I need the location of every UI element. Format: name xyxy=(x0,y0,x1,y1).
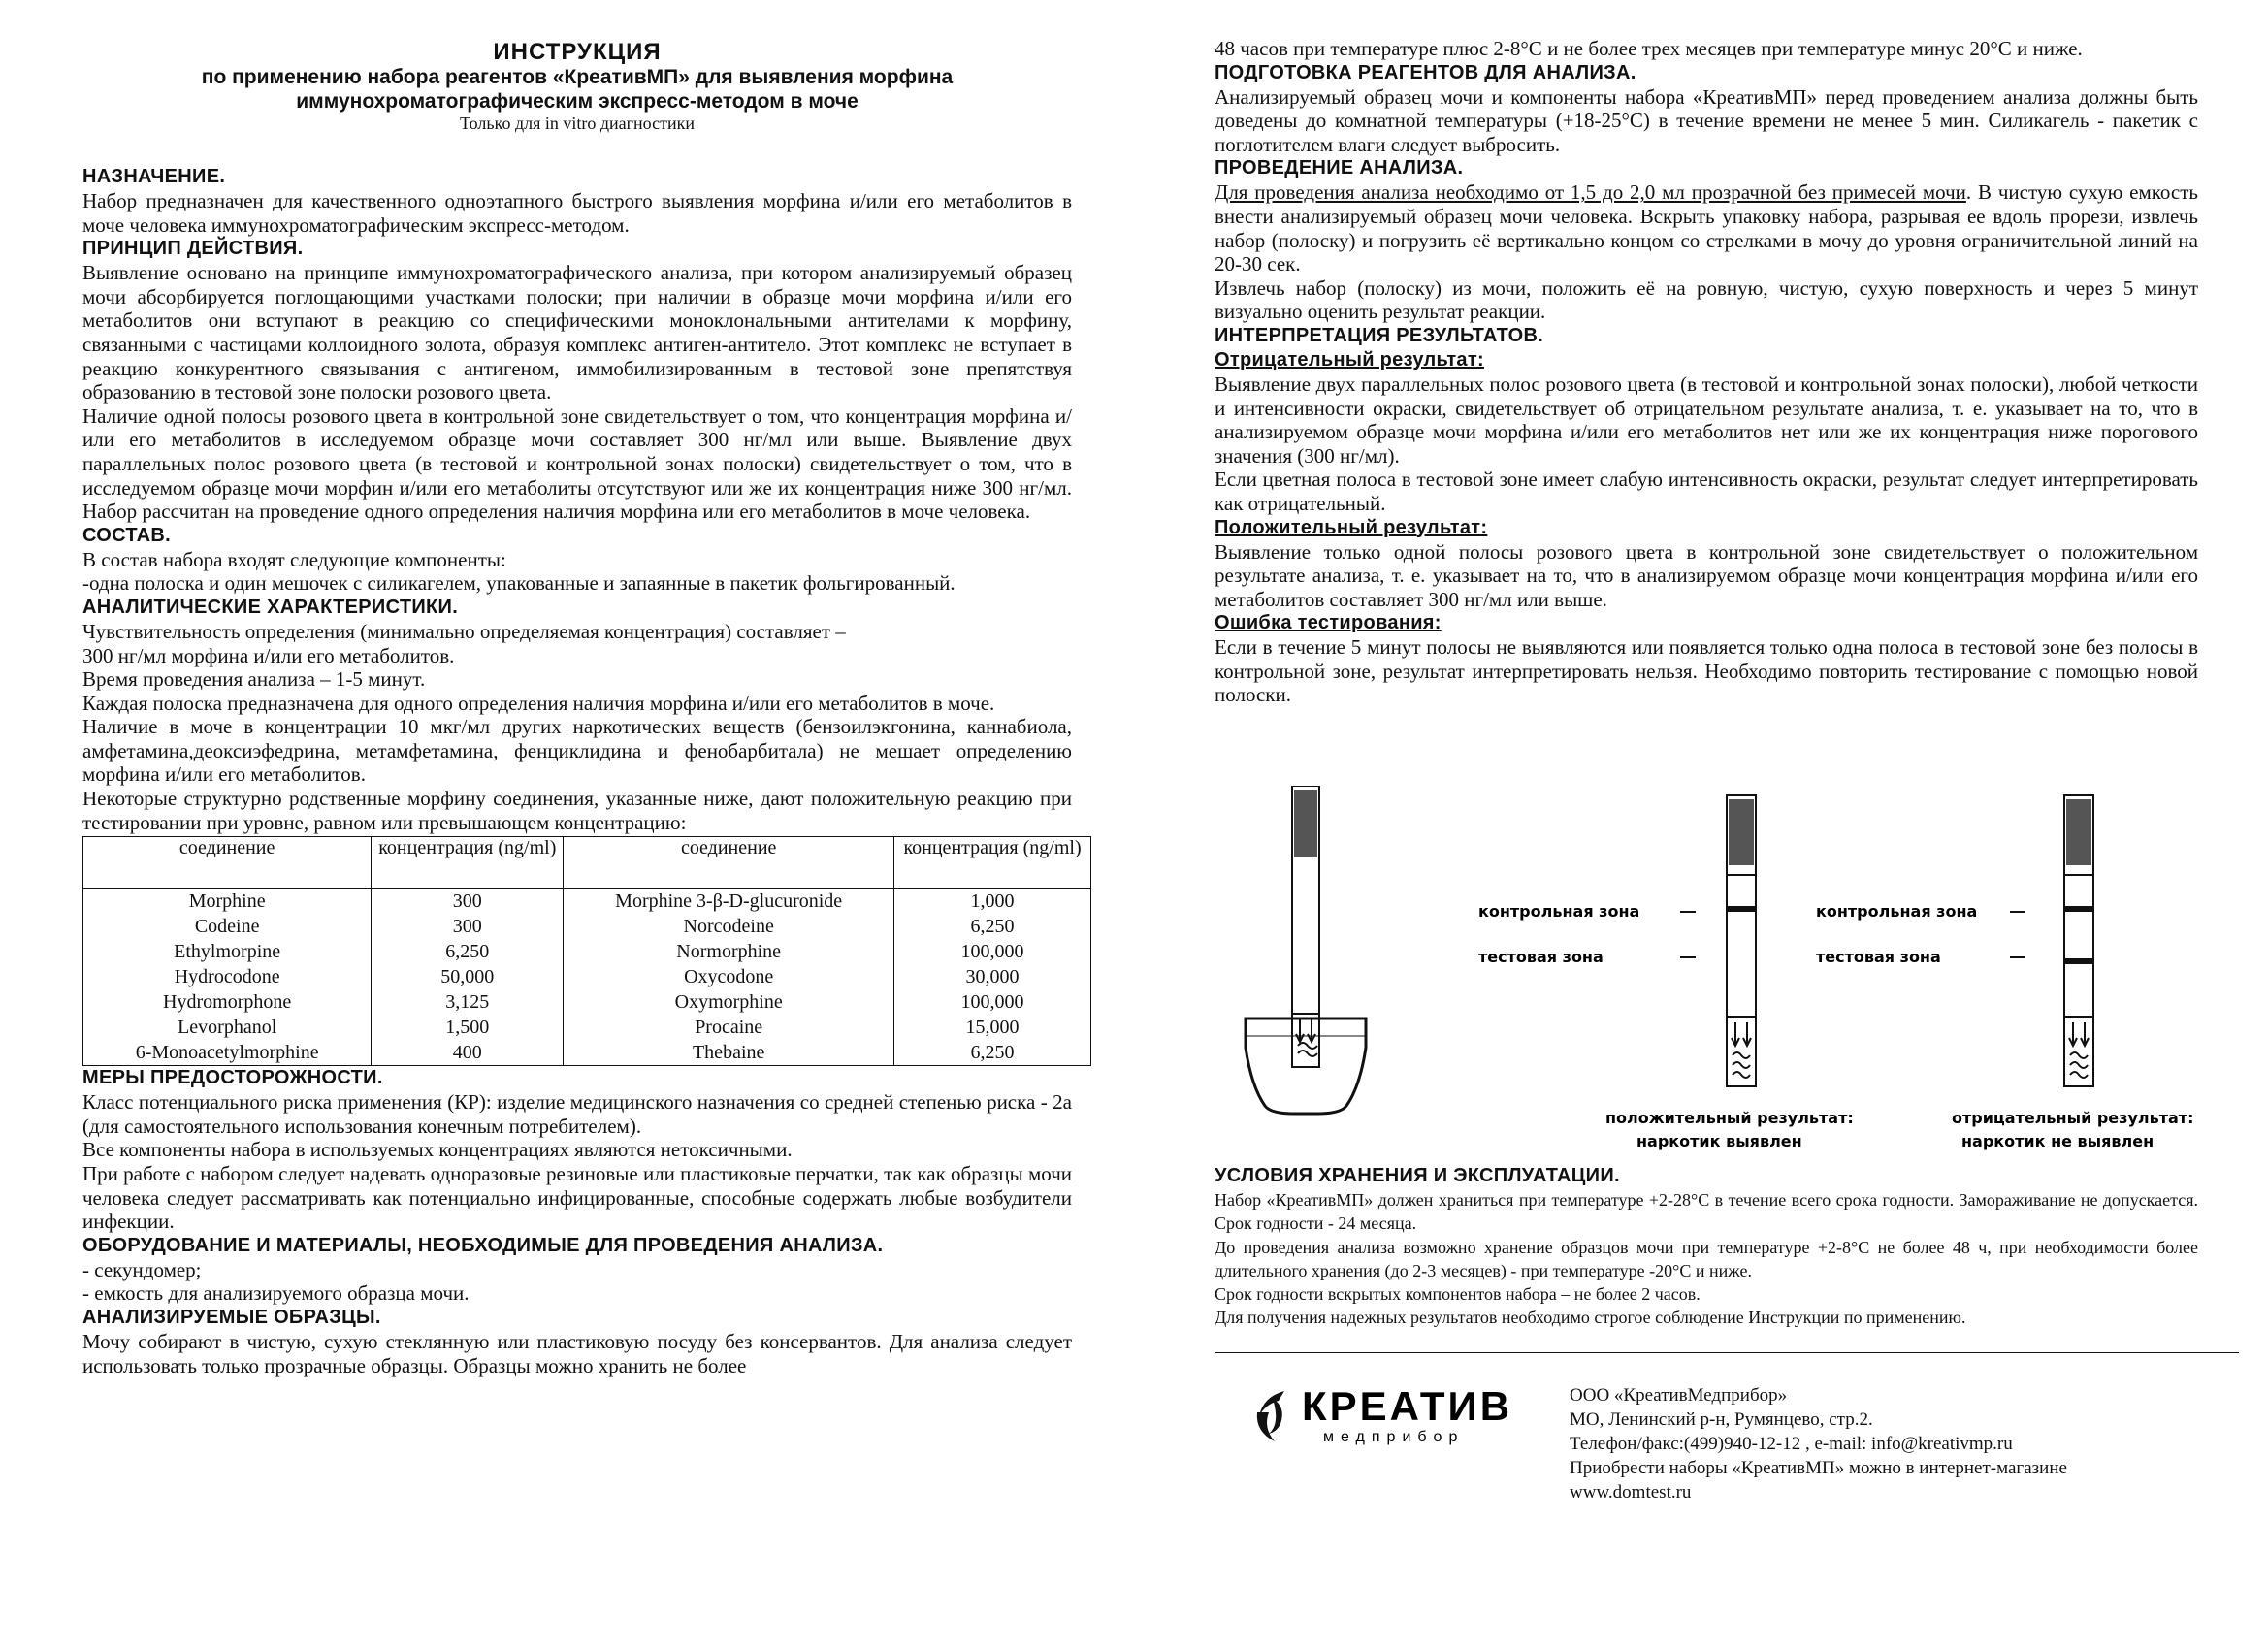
samples-heading: АНАЛИЗИРУЕМЫЕ ОБРАЗЦЫ. xyxy=(82,1307,381,1328)
table-cell: 6-Monoacetylmorphine xyxy=(83,1040,372,1066)
storage-text-4: Для получения надежных результатов необходимо строгое соблюдение Инструкции по применению. xyxy=(1215,1308,1966,1328)
table-cell: Ethylmorpine xyxy=(83,939,372,964)
precautions-text-3: При работе с набором следует надевать одноразовые резиновые или пластиковые перчатки, так как образцы мочи человека следует рассматривать как потенциально инфицированные, способные содержать любые возбудители инфекции. xyxy=(82,1162,1072,1234)
table-cell: 100,000 xyxy=(894,939,1091,964)
left-column xyxy=(82,165,1082,1377)
company-contacts: Телефон/факс:(499)940-12-12 , e-mail: info@kreativmp.ru xyxy=(1570,1434,2013,1454)
control-zone-label-right: контрольная зона xyxy=(1816,902,1978,921)
negative-result-text-2: Если цветная полоса в тестовой зоне имеет слабую интенсивность окраски, результат следует интерпретировать как отрицательный. xyxy=(1215,468,2198,515)
table-header-cell: соединение xyxy=(564,837,894,889)
dipped-strip-illustration xyxy=(1246,786,1366,1114)
control-zone-label: контрольная зона xyxy=(1478,902,1640,921)
testing-error-text: Если в течение 5 минут полосы не выявляются или появляется только одна полоса в тестовой зоне без полосы в контрольной зоне, результат интерпретировать нельзя. Необходимо повторить тестирование с помощью новой полоски. xyxy=(1215,635,2198,707)
analytic-text-1: Чувствительность определения (минимально определяемая концентрация) составляет – xyxy=(82,619,846,643)
table-row xyxy=(83,964,1091,989)
samples-text-continued: 48 часов при температуре плюс 2-8°С и не более трех месяцев при температуре минус 20°С и ниже. xyxy=(1215,37,2083,60)
preparation-heading: ПОДГОТОВКА РЕАГЕНТОВ ДЛЯ АНАЛИЗА. xyxy=(1215,61,1636,83)
analytic-text-4: Каждая полоска предназначена для одного определения наличия морфина и/или его метаболитов в моче. xyxy=(82,691,995,715)
table-cell: Morphine 3-β-D-glucuronide xyxy=(564,889,894,915)
analytic-heading: АНАЛИТИЧЕСКИЕ ХАРАКТЕРИСТИКИ. xyxy=(82,596,459,618)
procedure-text-2: Извлечь набор (полоску) из мочи, положить её на ровную, чистую, сухую поверхность и через 5 минут визуально оценить результат реакции. xyxy=(1215,275,2198,324)
kreativ-logo xyxy=(1244,1374,1535,1451)
table-cell: 15,000 xyxy=(894,1015,1091,1040)
table-cell: Hydrocodone xyxy=(83,964,372,989)
storage-heading: УСЛОВИЯ ХРАНЕНИЯ И ЭКСПЛУАТАЦИИ. xyxy=(1215,1165,1620,1186)
test-zone-label-right: тестовая зона xyxy=(1816,948,1941,966)
precautions-text-1: Класс потенциального риска применения (КР): изделие медицинского назначения со средней степенью риска - 2а (для самостоятельного использования конечным потребителем). xyxy=(82,1090,1072,1138)
company-info xyxy=(1570,1383,2229,1504)
preparation-text: Анализируемый образец мочи и компоненты набора «КреативМП» перед проведением анализа должны быть доведены до комнатной температуры (+18-25°С) в течение времени не менее 5 мин. Силикагель - пакетик с поглотителем влаги следует выбросить. xyxy=(1215,84,2198,156)
negative-caption-1: отрицательный результат: xyxy=(1952,1109,2194,1127)
subtitle-line-1: по применению набора реагентов «КреативМП» для выявления морфина xyxy=(201,66,954,88)
table-cell: Normorphine xyxy=(564,939,894,964)
precautions-heading: МЕРЫ ПРЕДОСТОРОЖНОСТИ. xyxy=(82,1067,383,1089)
purpose-heading: НАЗНАЧЕНИЕ. xyxy=(82,166,226,187)
interpretation-heading: ИНТЕРПРЕТАЦИЯ РЕЗУЛЬТАТОВ. xyxy=(1215,324,1544,346)
logo-subtitle: медприбор xyxy=(1323,1429,1465,1445)
principle-text-1: Выявление основано на принципе иммунохроматографического анализа, при котором анализируемый образец мочи абсорбируется поглощающими участками полоски; при наличии в образце мочи морфина и/или его метаболитов они вступают в реакцию со специфическими моноклональными антителами к морфину, связанными с частицами коллоидного золота, образуя комплекс антиген-антитело. Этот комплекс не вступает в реакцию конкурентного связывания с антигеном, иммобилизированным в тестовой зоне препятствуя образованию в тестовой зоне полоски розового цвета. xyxy=(82,261,1072,404)
positive-strip xyxy=(1727,795,1756,1086)
table-cell: 400 xyxy=(372,1040,564,1066)
analytic-text-5: Наличие в моче в концентрации 10 мкг/мл других наркотических веществ (бензоилэкгонина, каннабиола, амфетамина,деоксиэфедрина, метамфетамина, фенциклидина и фенобарбитала) не мешает определению морфина и/или его метаболитов. xyxy=(82,715,1072,787)
table-cell: Procaine xyxy=(564,1015,894,1040)
composition-text-1: В состав набора входят следующие компоненты: xyxy=(82,547,506,571)
table-cell: 30,000 xyxy=(894,964,1091,989)
positive-caption-1: положительный результат: xyxy=(1605,1109,1854,1127)
table-cell: 300 xyxy=(372,889,564,915)
table-cell: 1,000 xyxy=(894,889,1091,915)
document-subtitle xyxy=(82,65,1072,113)
table-cell: Levorphanol xyxy=(83,1015,372,1040)
test-strip-diagram xyxy=(1224,786,2243,1164)
table-cell: Oxymorphine xyxy=(564,989,894,1015)
procedure-volume-underlined: Для проведения анализа необходимо от 1,5 до 2,0 мл прозрачной без примесей мочи xyxy=(1215,180,1966,205)
analytic-text-6: Некоторые структурно родственные морфину соединения, указанные ниже, дают положительную реакцию при тестировании при уровне, равном или превышающем концентрацию: xyxy=(82,787,1072,834)
company-website: www.domtest.ru xyxy=(1570,1482,1692,1503)
table-header-cell: концентрация (ng/ml) xyxy=(894,837,1091,889)
footer-divider xyxy=(1215,1352,2239,1353)
samples-text: Мочу собирают в чистую, сухую стеклянную или пластиковую посуду без консервантов. Для анализа следует использовать только прозрачные образцы. Образцы можно хранить не более xyxy=(82,1330,1072,1377)
table-row xyxy=(83,1040,1091,1066)
table-cell: 1,500 xyxy=(372,1015,564,1040)
table-cell: Thebaine xyxy=(564,1040,894,1066)
company-shop-note: Приобрести наборы «КреативМП» можно в интернет-магазине xyxy=(1570,1458,2067,1478)
subtitle-line-2: иммунохроматографическим экспресс-методом в моче xyxy=(296,90,859,113)
test-zone-label: тестовая зона xyxy=(1478,948,1604,966)
table-cell: 300 xyxy=(372,914,564,939)
storage-text-1: Набор «КреативМП» должен храниться при температуре +2-28°С в течение всего срока годности. Замораживание не допускается. Срок годности - 24 месяца. xyxy=(1215,1190,2198,1234)
negative-caption-2: наркотик не выявлен xyxy=(1961,1132,2155,1150)
in-vitro-note: Только для in vitro диагностики xyxy=(460,113,695,133)
positive-caption-2: наркотик выявлен xyxy=(1636,1132,1802,1150)
table-header-cell: соединение xyxy=(83,837,372,889)
purpose-text: Набор предназначен для качественного одноэтапного быстрого выявления морфина и/или его метаболитов в моче человека иммунохроматографическим экспресс-методом. xyxy=(82,189,1072,237)
document-title: ИНСТРУКЦИЯ xyxy=(493,39,662,65)
table-row xyxy=(83,989,1091,1015)
negative-result-text-1: Выявление двух параллельных полос розового цвета (в тестовой и контрольной зонах полоски), любой четкости и интенсивности окраски, свидетельствует об отрицательном результате анализа, т. е. указывает на то, что в анализируемом образце мочи морфина и/или его метаболитов нет или же их концентрация ниже порогового значения (300 нг/мл). xyxy=(1215,372,2198,468)
table-header-row xyxy=(83,837,1091,889)
procedure-text-1 xyxy=(1215,180,2198,275)
negative-strip xyxy=(2064,795,2093,1086)
table-cell: Hydromorphone xyxy=(83,989,372,1015)
table-row xyxy=(83,914,1091,939)
negative-result-heading: Отрицательный результат: xyxy=(1215,348,1484,371)
analytic-text-2: 300 нг/мл морфина и/или его метаболитов. xyxy=(82,643,455,667)
storage-text-3: Срок годности вскрытых компонентов набора – не более 2 часов. xyxy=(1215,1284,1701,1305)
table-row xyxy=(83,939,1091,964)
table-cell: 6,250 xyxy=(894,1040,1091,1066)
storage-text-2: До проведения анализа возможно хранение образцов мочи при температуре +2-8°С не более 48 ч, при необходимости более длительного хранения (до 2-3 месяцев) - при температуре -20°С и ниже. xyxy=(1215,1237,2198,1280)
principle-heading: ПРИНЦИП ДЕЙСТВИЯ. xyxy=(82,238,304,260)
storage-section xyxy=(1215,1164,2198,1330)
table-cell: Morphine xyxy=(83,889,372,915)
positive-result-text: Выявление только одной полосы розового цвета в контрольной зоне свидетельствует о положительном результате анализа, т. е. указывает на то, что в анализируемом образце мочи концентрация морфина и/или его метаболитов составляет 300 нг/мл или выше. xyxy=(1215,539,2198,611)
principle-text-2: Наличие одной полосы розового цвета в контрольной зоне свидетельствует о том, что концентрация морфина и/или его метаболитов в исследуемом образце мочи составляет 300 нг/мл или выше. Выявление двух параллельных полос розового цвета (в тестовой и контрольной зонах полоски) свидетельствует о том, что в исследуемом образце мочи морфин и/или его метаболиты отсутствуют или же их концентрация ниже 300 нг/мл. Набор рассчитан на проведение одного определения наличия морфина или его метаболитов в моче человека. xyxy=(82,404,1072,524)
table-cell: 100,000 xyxy=(894,989,1091,1015)
composition-heading: СОСТАВ. xyxy=(82,524,171,546)
table-row xyxy=(83,1015,1091,1040)
analytic-text-3: Время проведения анализа – 1-5 минут. xyxy=(82,667,426,692)
testing-error-heading: Ошибка тестирования: xyxy=(1215,612,1442,634)
cross-reactivity-table xyxy=(82,836,1091,1066)
positive-result-heading: Положительный результат: xyxy=(1215,516,1488,538)
company-name: ООО «КреативМедприбор» xyxy=(1570,1385,1788,1406)
table-cell: Oxycodone xyxy=(564,964,894,989)
table-cell: 6,250 xyxy=(372,939,564,964)
equipment-text-2: - емкость для анализируемого образца мочи. xyxy=(82,1281,470,1306)
company-address: МО, Ленинский р-н, Румянцево, стр.2. xyxy=(1570,1409,1873,1430)
logo-wordmark: КРЕАТИВ xyxy=(1302,1383,1513,1429)
equipment-heading: ОБОРУДОВАНИЕ И МАТЕРИАЛЫ, НЕОБХОДИМЫЕ ДЛЯ ПРОВЕДЕНИЯ АНАЛИЗА. xyxy=(82,1234,884,1256)
table-row xyxy=(83,889,1091,915)
procedure-text-1-rest: . В чистую сухую емкость внести анализируемый образец мочи человека. Вскрыть упаковку набора, разрывая ее вдоль прорези, извлечь набор (полоску) и погрузить её вертикально концом со стрелками в мочу до уровня ограничительной линий на 20-30 сек. xyxy=(1215,180,2198,276)
equipment-text-1: - секундомер; xyxy=(82,1257,202,1281)
precautions-text-2: Все компоненты набора в используемых концентрациях являются нетоксичными. xyxy=(82,1138,793,1162)
table-cell: 6,250 xyxy=(894,914,1091,939)
composition-text-2: -одна полоска и один мешочек с силикагелем, упакованные и запаянные в пакетик фольгированный. xyxy=(82,571,956,596)
procedure-heading: ПРОВЕДЕНИЕ АНАЛИЗА. xyxy=(1215,157,1464,179)
table-cell: 50,000 xyxy=(372,964,564,989)
table-cell: 3,125 xyxy=(372,989,564,1015)
table-header-cell: концентрация (ng/ml) xyxy=(372,837,564,889)
table-cell: Norcodeine xyxy=(564,914,894,939)
table-cell: Codeine xyxy=(83,914,372,939)
right-column-top xyxy=(1215,37,2198,707)
